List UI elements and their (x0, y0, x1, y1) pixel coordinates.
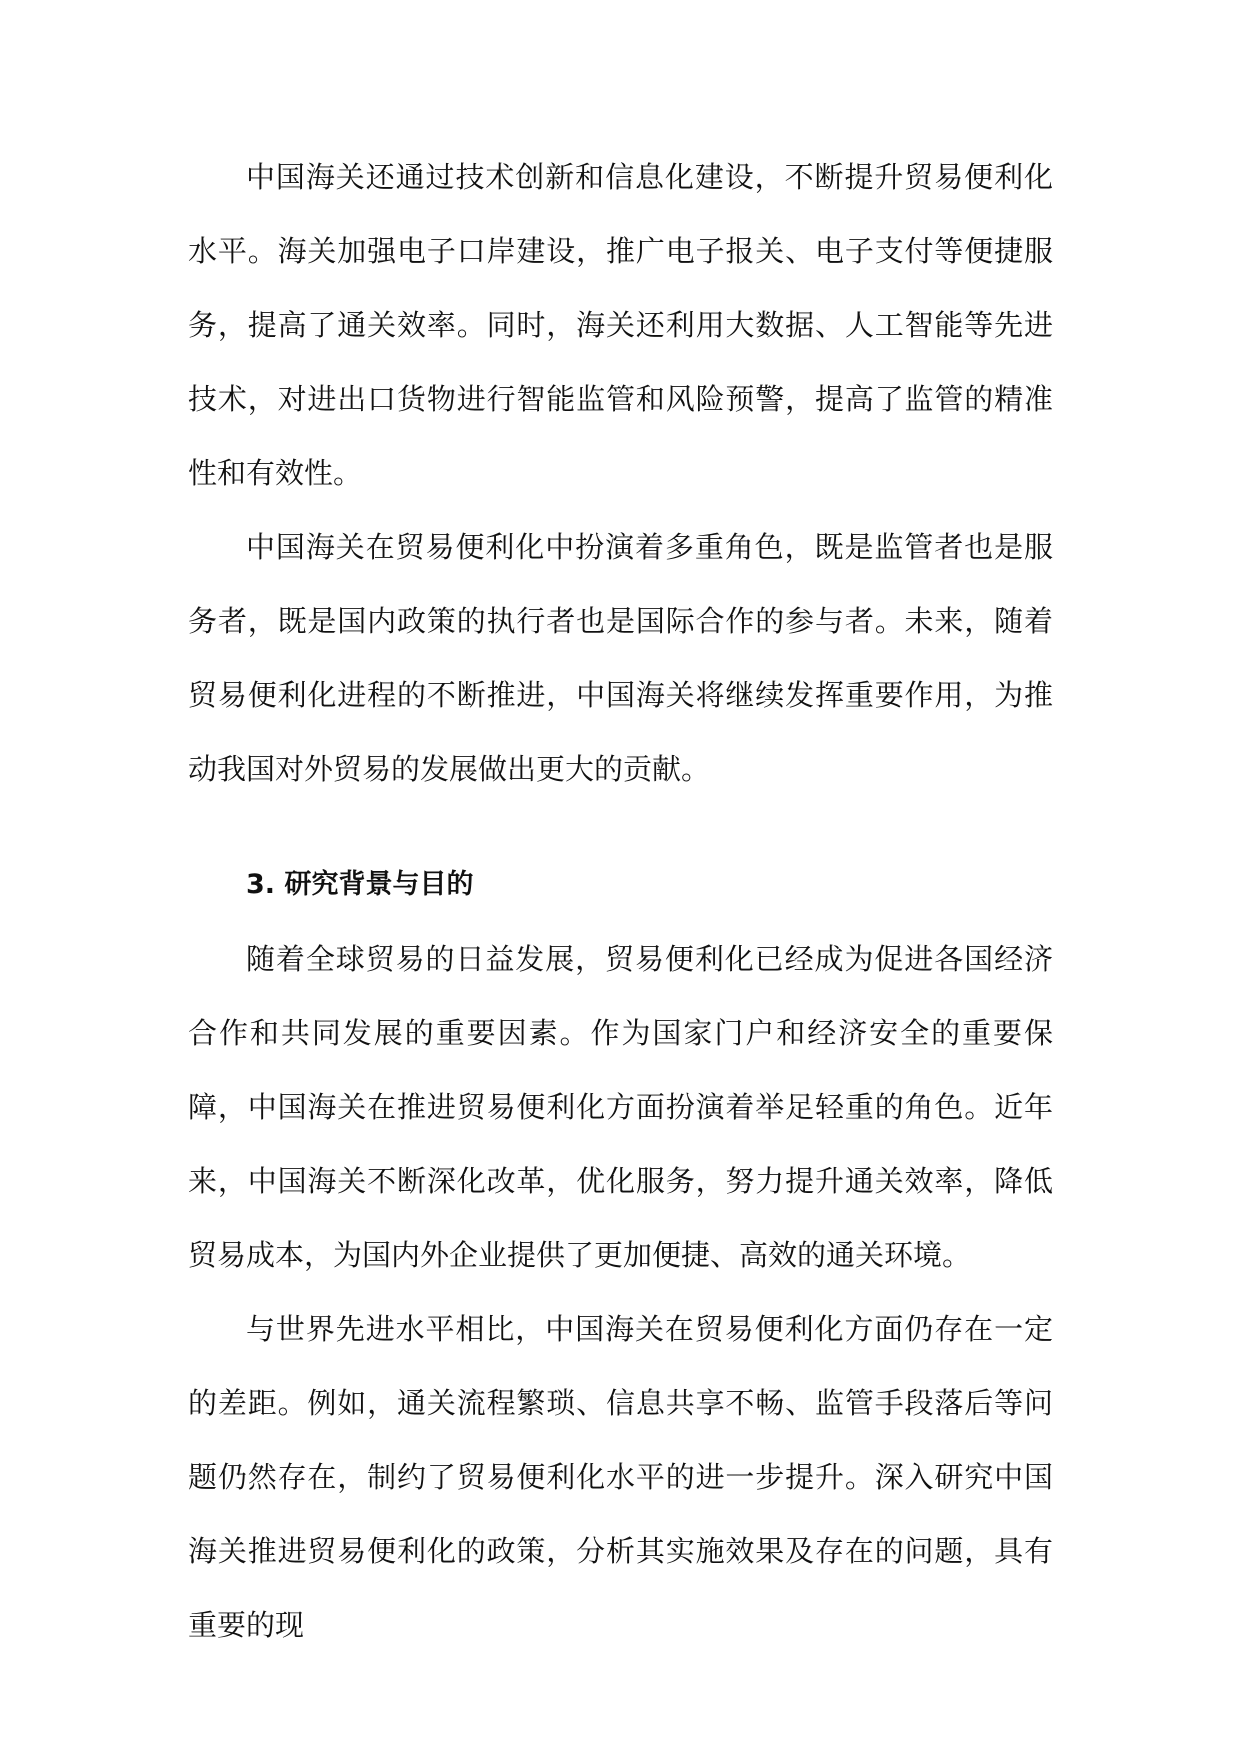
paragraph-customs-roles: 中国海关在贸易便利化中扮演着多重角色，既是监管者也是服务者，既是国内政策的执行者也是国际合作的参与者。未来，随着贸易便利化进程的不断推进，中国海关将继续发挥重要作用，为推动我国对外贸易的发展做出更大的贡献。 (188, 530, 1053, 786)
section-spacer (188, 806, 1053, 848)
paragraph-gap-analysis: 与世界先进水平相比，中国海关在贸易便利化方面仍存在一定的差距。例如，通关流程繁琐、信息共享不畅、监管手段落后等问题仍然存在，制约了贸易便利化水平的进一步提升。深入研究中国海关推进贸易便利化的政策，分析其实施效果及存在的问题，具有重要的现 (188, 1312, 1053, 1642)
paragraph-background: 随着全球贸易的日益发展，贸易便利化已经成为促进各国经济合作和共同发展的重要因素。作为国家门户和经济安全的重要保障，中国海关在推进贸易便利化方面扮演着举足轻重的角色。近年来，中国海关不断深化改革，优化服务，努力提升通关效率，降低贸易成本，为国内外企业提供了更加便捷、高效的通关环境。 (188, 942, 1053, 1272)
page-content (188, 140, 1053, 1662)
section-heading: 3. 研究背景与目的 (246, 869, 474, 900)
paragraph-tech-innovation: 中国海关还通过技术创新和信息化建设，不断提升贸易便利化水平。海关加强电子口岸建设，推广电子报关、电子支付等便捷服务，提高了通关效率。同时，海关还利用大数据、人工智能等先进技术，对进出口货物进行智能监管和风险预警，提高了监管的精准性和有效性。 (188, 160, 1053, 490)
